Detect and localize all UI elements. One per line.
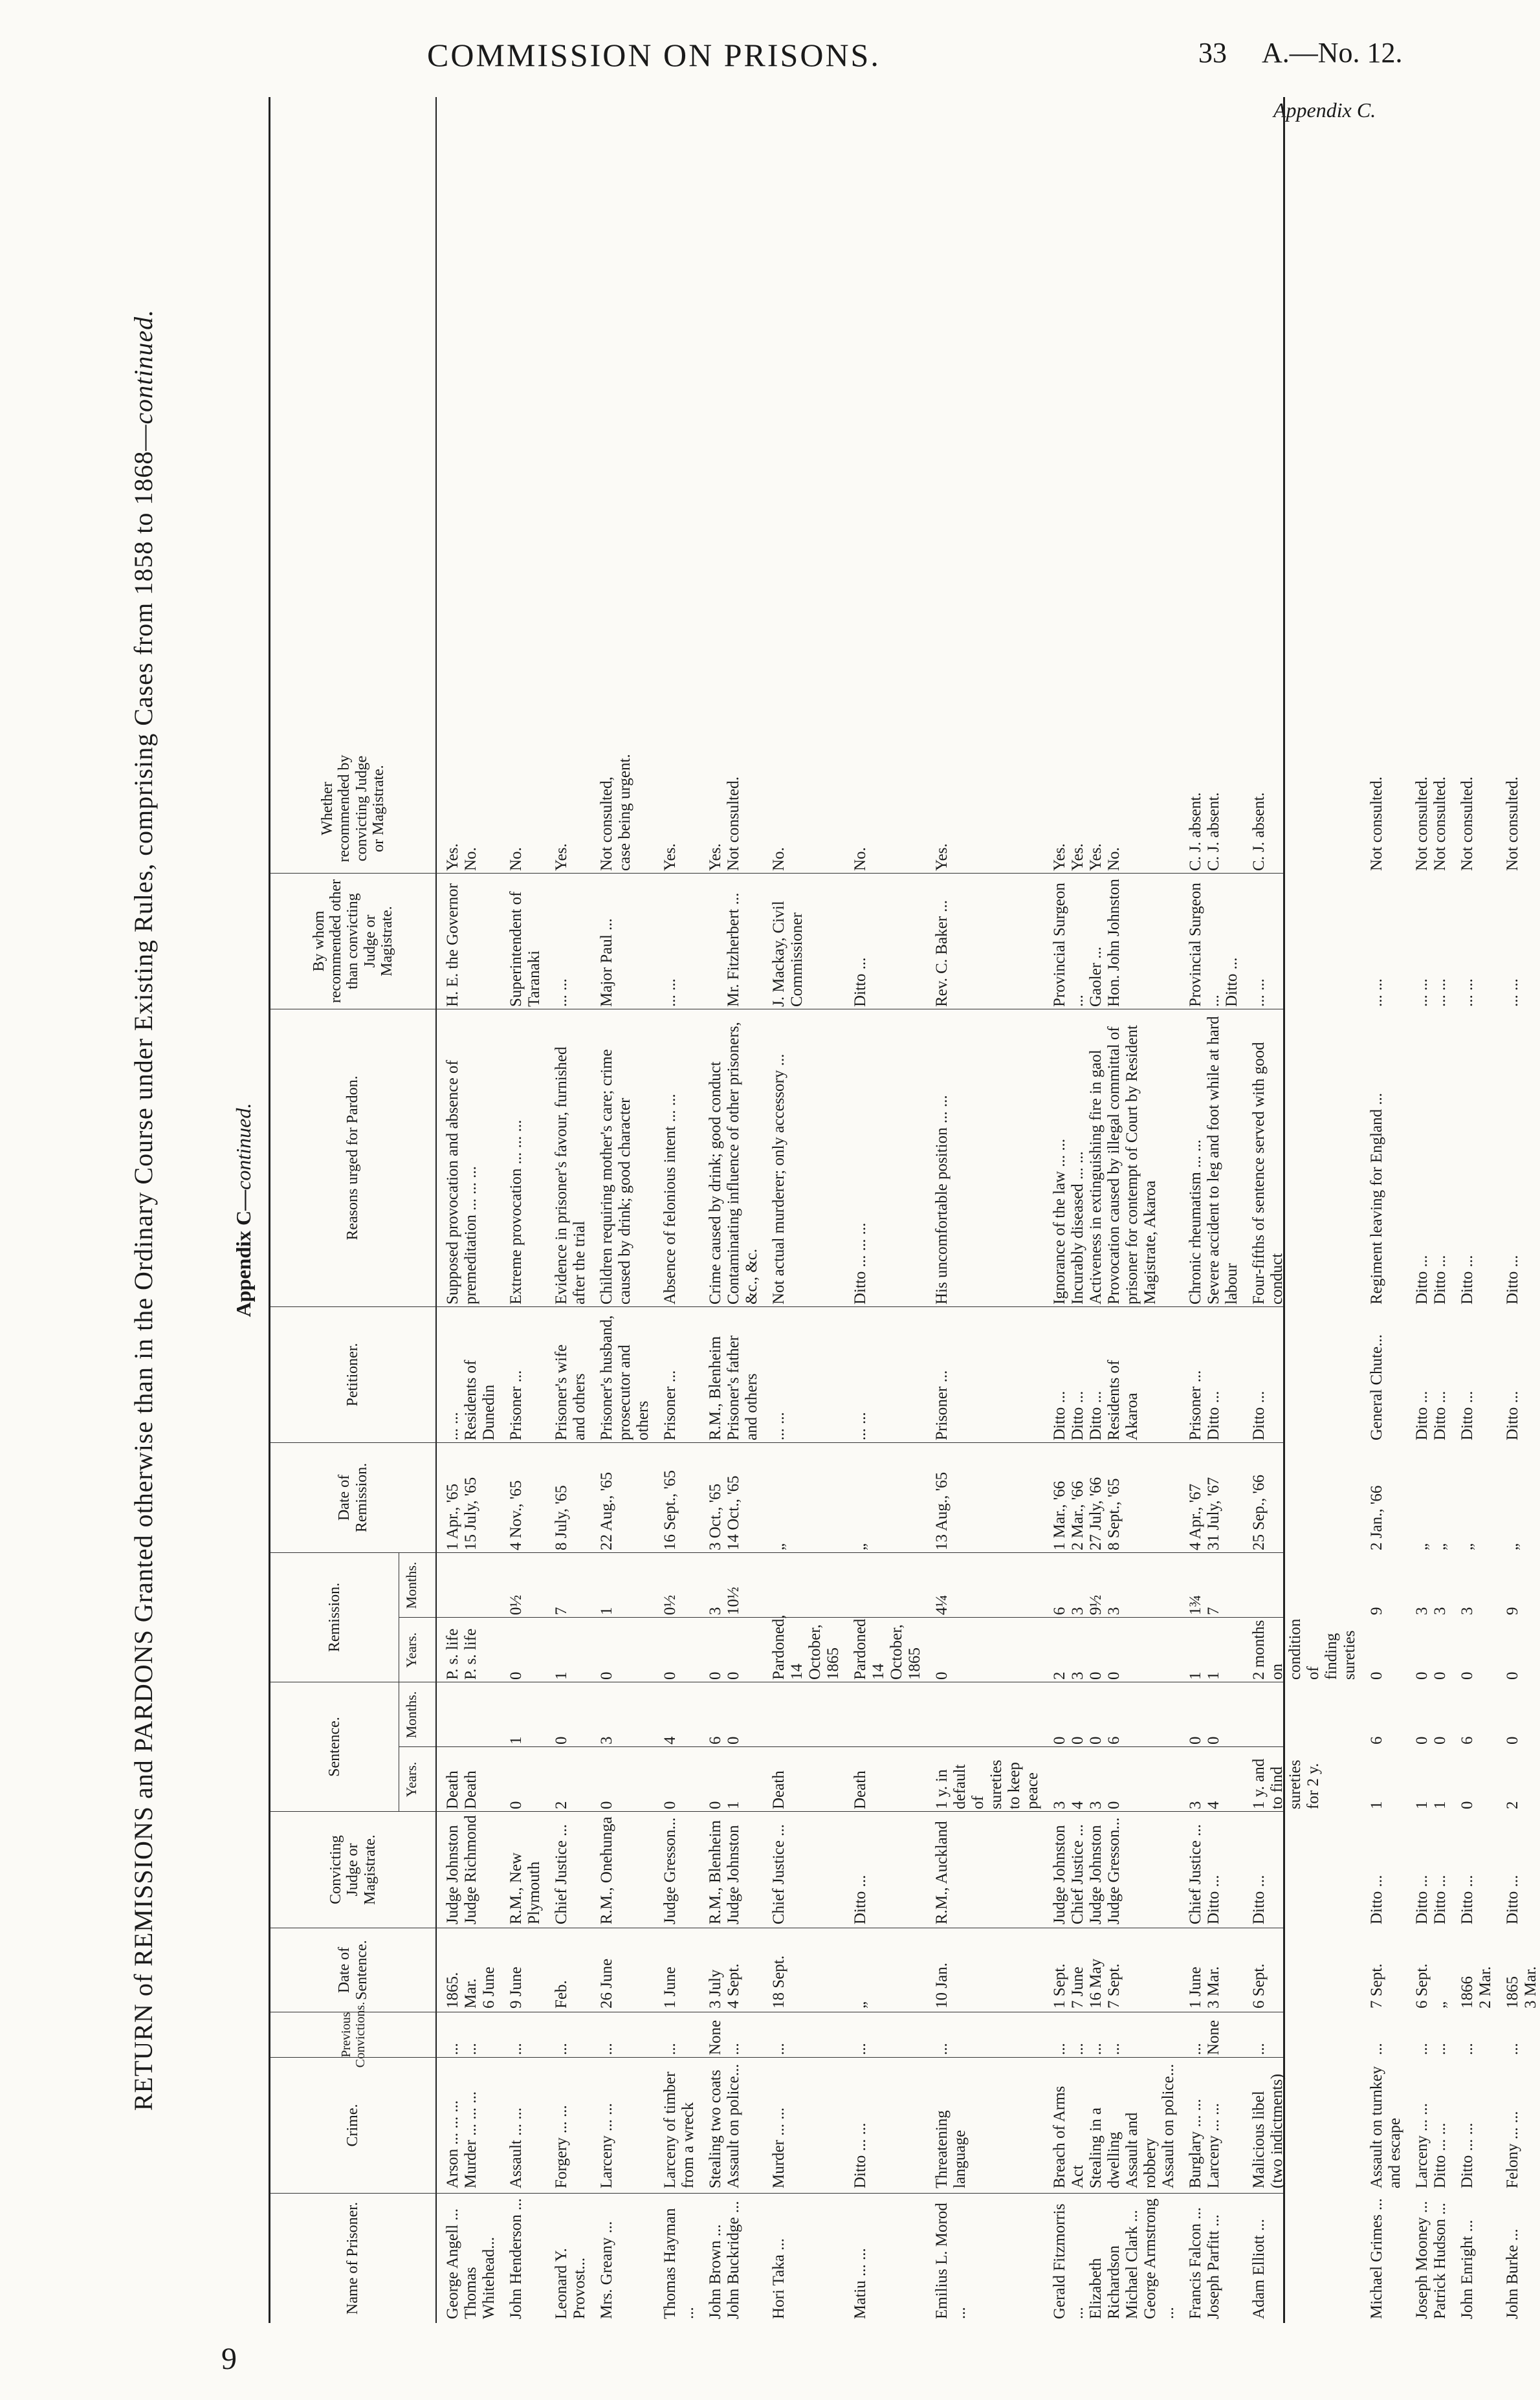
- cell-prev: ...: [852, 2043, 869, 2055]
- cell-crime: Arson ... ... ... Murder ... ... ...: [444, 2091, 479, 2188]
- cell-name: John Burke ...: [1504, 2229, 1521, 2319]
- cell-date: Feb.: [553, 1980, 570, 2009]
- cell-petitioner: Prisoner ... Ditto ...: [1187, 1370, 1222, 1440]
- cell-reasons: Regiment leaving for England ...: [1368, 1092, 1385, 1305]
- cell-prev: ...: [1250, 2043, 1268, 2055]
- col-header-whether: Whether recommended by convicting Judge or Magistrate.: [270, 744, 435, 874]
- cell-whether: Not consulted.: [1458, 776, 1476, 871]
- cell-judge: R.M., Auckland: [933, 1821, 951, 1924]
- cell-name: Leonard Y. Provost...: [553, 2248, 588, 2319]
- cell-prev: ... ... ... ...: [1051, 2043, 1123, 2055]
- cell-name: Michael Grimes ...: [1368, 2198, 1385, 2319]
- column-divider: [270, 2057, 1283, 2058]
- cell-sent-m: 4: [661, 1736, 679, 1745]
- cell-sent-m: 1: [507, 1736, 525, 1745]
- cell-judge: Chief Justice ...: [770, 1824, 787, 1924]
- cell-judge: Ditto ...: [852, 1875, 869, 1924]
- cell-date-rem: 25 Sep., '66: [1250, 1474, 1268, 1550]
- cell-by-whom: Superintendent of Taranaki: [507, 891, 543, 1007]
- cell-by-whom: ... ... ... ...: [1413, 978, 1449, 1007]
- cell-rem-y: 0: [661, 1671, 679, 1680]
- cell-whether: Not consulted. Not consulted.: [1413, 776, 1449, 871]
- cell-reasons: Ditto ...: [1458, 1255, 1476, 1305]
- cell-sent-y: 3 4 3 0: [1051, 1801, 1123, 1809]
- cell-whether: C. J. absent.: [1250, 792, 1268, 871]
- cell-petitioner: Prisoner's wife and others: [553, 1344, 588, 1440]
- cell-by-whom: Provincial Surgeon ... Gaoler ... Hon. John Johnston: [1051, 879, 1123, 1007]
- cell-judge: Ditto ...: [1250, 1875, 1268, 1924]
- cell-whether: No.: [852, 847, 869, 871]
- cell-judge: Ditto ...: [1368, 1875, 1385, 1924]
- cell-name: Francis Falcon ... Joseph Parfitt ...: [1187, 2207, 1222, 2319]
- cell-crime: Ditto ... ...: [1458, 2122, 1476, 2188]
- column-divider: [270, 1552, 1283, 1553]
- cell-judge: Judge Johnston Chief Justice ... Judge Johnston Judge Gresson...: [1051, 1817, 1123, 1924]
- cell-crime: Ditto ... ...: [852, 2122, 869, 2188]
- appendix-label: Appendix C.: [1273, 98, 1376, 122]
- cell-name: Joseph Mooney ... Patrick Hudson ...: [1413, 2201, 1449, 2319]
- cell-name: Mrs. Greany ...: [598, 2221, 615, 2319]
- cell-whether: Yes. No.: [444, 843, 479, 871]
- cell-date-rem: 13 Aug., '65: [933, 1471, 951, 1550]
- cell-petitioner: Prisoner ...: [933, 1370, 951, 1440]
- cell-sent-m: 0 0: [1413, 1736, 1449, 1745]
- cell-petitioner: Prisoner ...: [661, 1370, 679, 1440]
- running-title: COMMISSION ON PRISONS.: [427, 37, 881, 73]
- cell-crime: Burglary ... ... Larceny ... ...: [1187, 2098, 1222, 2188]
- cell-prev: ... None: [1187, 2020, 1222, 2055]
- col-header-date-sentence: Date of Sentence.: [270, 1928, 435, 2012]
- appendix-subtitle: Appendix C—continued.: [232, 1103, 255, 1317]
- col-header-by-whom: By whom recommended other than convicting Judge or Magistrate.: [270, 874, 435, 1009]
- cell-whether: C. J. absent. C. J. absent.: [1187, 792, 1222, 871]
- cell-reasons: Children requiring mother's care; crime caused by drink; good character: [598, 1049, 633, 1305]
- cell-prev: None ...: [707, 2020, 742, 2055]
- cell-reasons: Ditto ...: [1504, 1255, 1521, 1305]
- cell-date-rem: 2 Jan., '66: [1368, 1485, 1385, 1550]
- cell-date: 6 Sept.: [1250, 1963, 1268, 2009]
- cell-judge: Chief Justice ... Ditto ...: [1187, 1824, 1222, 1924]
- cell-reasons: Extreme provocation ... ... ...: [507, 1119, 525, 1305]
- cell-name: Hori Taka ...: [770, 2238, 787, 2319]
- cell-reasons: Ignorance of the law ... ... Incurably diseased ... ... Activeness in extinguishing fire in gaol Provocation caused by illegal committal of prisoner for contempt of Court by Resident Magistrate, Akaroa: [1051, 1025, 1159, 1305]
- cell-rem-m: 3: [1458, 1607, 1476, 1615]
- cell-judge: R.M., Blenheim Judge Johnston: [707, 1820, 742, 1924]
- cell-prev: ...: [661, 2043, 679, 2055]
- cell-rem-y: Pardoned 14 October, 1865: [852, 1618, 923, 1680]
- cell-whether: No.: [507, 847, 525, 871]
- cell-date-rem: 1 Mar., '66 2 Mar., '66 27 July, '66 8 Sept., '65: [1051, 1477, 1123, 1550]
- cell-sent-y: 3 4: [1187, 1801, 1222, 1809]
- cell-sent-y: 1: [1368, 1801, 1385, 1809]
- cell-prev: ...: [1368, 2043, 1385, 2055]
- cell-sent-m: 6: [1368, 1736, 1385, 1745]
- cell-by-whom: Ditto ...: [852, 957, 869, 1007]
- cell-petitioner: Prisoner's husband, prosecutor and others: [598, 1315, 652, 1440]
- cell-name: Matiu ... ...: [852, 2248, 869, 2319]
- cell-petitioner: ... ...: [770, 1412, 787, 1440]
- cell-sent-y: 2: [1504, 1801, 1521, 1809]
- subheader-remission-months: Months.: [403, 1561, 419, 1609]
- cell-rem-y: 0: [507, 1671, 525, 1680]
- cell-petitioner: Ditto ...: [1250, 1391, 1268, 1440]
- cell-date: 9 June: [507, 1966, 525, 2009]
- cell-reasons: Ditto ... ... ...: [852, 1222, 869, 1305]
- cell-name: Adam Elliott ...: [1250, 2219, 1268, 2319]
- cell-name: George Angell ... Thomas Whitehead...: [444, 2208, 498, 2319]
- col-header-name: Name of Prisoner.: [344, 2202, 362, 2315]
- cell-sent-m: 0 0: [1187, 1736, 1222, 1745]
- column-divider: [270, 2193, 1283, 2194]
- cell-by-whom: Major Paul ...: [598, 918, 615, 1007]
- cell-by-whom: ... ...: [1504, 978, 1521, 1007]
- cell-date: 1 June 3 Mar.: [1187, 1966, 1222, 2009]
- cell-sent-y: 0: [1458, 1801, 1476, 1809]
- cell-date: 1866 2 Mar.: [1458, 1966, 1494, 2009]
- cell-whether: Not consulted.: [1504, 776, 1521, 871]
- cell-sent-m: 0: [1504, 1736, 1521, 1745]
- cell-judge: Judge Gresson...: [661, 1817, 679, 1924]
- cell-date: „: [852, 2001, 869, 2009]
- rotated-table-block: [116, 97, 1539, 2323]
- cell-crime: Assault ... ...: [507, 2108, 525, 2188]
- cell-reasons: Not actual murderer; only accessory ...: [770, 1053, 787, 1305]
- cell-prev: ...: [933, 2043, 951, 2055]
- cell-by-whom: J. Mackay, Civil Commissioner: [770, 901, 806, 1007]
- cell-date: 10 Jan.: [933, 1963, 951, 2009]
- cell-judge: Ditto ...: [1504, 1875, 1521, 1924]
- cell-sent-y: 1 y. and to find sureties for 2 y.: [1250, 1758, 1322, 1809]
- cell-sent-m: 0 0 0 6: [1051, 1736, 1123, 1745]
- cell-rem-m: 9: [1504, 1607, 1521, 1615]
- cell-rem-y: 1: [553, 1671, 570, 1680]
- cell-sent-y: 2: [553, 1801, 570, 1809]
- cell-rem-y: 0 0: [707, 1671, 742, 1680]
- cell-petitioner: Ditto ... Ditto ... Ditto ... Residents of Akaroa: [1051, 1360, 1141, 1440]
- cell-prev: ...: [770, 2043, 787, 2055]
- cell-rem-y: 1 1: [1187, 1671, 1222, 1680]
- cell-crime: Murder ... ...: [770, 2108, 787, 2188]
- cell-by-whom: Provincial Surgeon ... Ditto ...: [1187, 883, 1240, 1007]
- cell-crime: Larceny ... ...: [598, 2103, 615, 2188]
- cell-date-rem: „: [770, 1543, 787, 1550]
- cell-date: 7 Sept.: [1368, 1963, 1385, 2009]
- cell-rem-m: 0½: [507, 1594, 525, 1615]
- cell-sent-y: 0: [507, 1801, 525, 1809]
- cell-date: 18 Sept.: [770, 1955, 787, 2009]
- cell-rem-m: 6 3 9½ 3: [1051, 1594, 1123, 1615]
- cell-rem-y: 2 3 0 0: [1051, 1671, 1123, 1680]
- cell-sent-y: 0 1: [707, 1801, 742, 1809]
- page-number: 33: [1198, 37, 1227, 69]
- cell-judge: R.M., New Plymouth: [507, 1852, 543, 1924]
- col-header-previous: Previous Convictions.: [270, 2012, 435, 2058]
- cell-petitioner: Ditto ...: [1458, 1391, 1476, 1440]
- cell-rem-m: 9: [1368, 1607, 1385, 1615]
- col-header-date-remission: Date of Remission.: [270, 1443, 435, 1553]
- cell-sent-y: 0: [661, 1801, 679, 1809]
- cell-rem-m: 3 10½: [707, 1587, 742, 1615]
- column-divider: [270, 873, 1283, 874]
- cell-date-rem: 22 Aug., '65: [598, 1471, 615, 1550]
- bottom-page-number: 9: [221, 2342, 237, 2376]
- cell-reasons: Supposed provocation and absence of premeditation ... ... ...: [444, 1060, 479, 1305]
- cell-name: Thomas Hayman ...: [661, 2208, 697, 2319]
- cell-by-whom: ... ...: [1368, 978, 1385, 1007]
- cell-rem-y: 2 months on condition of finding sureties: [1250, 1618, 1358, 1680]
- cell-date: 1865 3 Mar.: [1504, 1966, 1539, 2009]
- cell-date: 1 June: [661, 1966, 679, 2009]
- cell-date-rem: „: [852, 1543, 869, 1550]
- cell-name: Emilius L. Morod ...: [933, 2203, 969, 2319]
- cell-date-rem: „: [1458, 1543, 1476, 1550]
- cell-prev: ... ...: [444, 2043, 479, 2055]
- cell-prev: ...: [1504, 2043, 1521, 2055]
- cell-date-rem: „ „: [1413, 1543, 1449, 1550]
- cell-date-rem: 3 Oct., '65 14 Oct., '65: [707, 1475, 742, 1550]
- cell-rem-m: 1: [598, 1607, 615, 1615]
- cell-name: John Henderson ...: [507, 2198, 525, 2319]
- column-divider: [270, 1306, 1283, 1307]
- cell-crime: Threatening language: [933, 2110, 969, 2188]
- cell-reasons: Four-fifths of sentence served with good conduct: [1250, 1042, 1286, 1305]
- cell-prev: ...: [598, 2043, 615, 2055]
- cell-rem-y: 0: [1368, 1671, 1385, 1680]
- table-title: RETURN of REMISSIONS and PARDONS Granted otherwise than in the Ordinary Course under Existing Rules, comprising Cases from 1858 to 1868—continued.: [129, 309, 158, 2111]
- cell-date: 26 June: [598, 1958, 615, 2009]
- cell-sent-y: Death Death: [444, 1770, 479, 1809]
- cell-reasons: Crime caused by drink; good conduct Contaminating influence of other prisoners, &c., &c.: [707, 1022, 760, 1305]
- cell-by-whom: ... ...: [1458, 978, 1476, 1007]
- cell-rem-m: 7: [553, 1607, 570, 1615]
- column-divider: [270, 1811, 1283, 1812]
- col-header-reasons: Reasons urged for Pardon.: [270, 1009, 435, 1307]
- col-header-crime: Crime.: [270, 2058, 435, 2194]
- cell-judge: R.M., Onehunga: [598, 1816, 615, 1924]
- cell-rem-y: 0: [1458, 1671, 1476, 1680]
- cell-by-whom: ... ...: [553, 978, 570, 1007]
- subheader-sentence-years: Years.: [403, 1761, 419, 1798]
- cell-sent-y: 0: [598, 1801, 615, 1809]
- cell-prev: ...: [1458, 2043, 1476, 2055]
- cell-petitioner: R.M., Blenheim Prisoner's father and others: [707, 1335, 760, 1440]
- cell-whether: Not consulted.: [1368, 776, 1385, 871]
- cell-rem-y: P. s. life P. s. life: [444, 1628, 479, 1680]
- cell-date: 1865. Mar. 6 June: [444, 1966, 498, 2009]
- cell-crime: Larceny of timber from a wreck: [661, 2071, 697, 2188]
- cell-by-whom: Rev. C. Baker ...: [933, 899, 951, 1007]
- cell-reasons: His uncomfortable position ... ...: [933, 1095, 951, 1305]
- col-header-sentence: Sentence.: [270, 1682, 399, 1812]
- column-divider: [270, 1442, 1283, 1443]
- cell-judge: Ditto ...: [1458, 1875, 1476, 1924]
- col-header-judge: Convicting Judge or Magistrate.: [270, 1812, 435, 1928]
- cell-crime: Breach of Arms Act Stealing in a dwelling Assault and robbery Assault on police...: [1051, 2064, 1177, 2188]
- cell-rem-y: 0 0: [1413, 1671, 1449, 1680]
- cell-by-whom: H. E. the Governor: [444, 883, 461, 1007]
- cell-date: 3 July 4 Sept.: [707, 1963, 742, 2009]
- cell-whether: Yes. Yes. Yes. No.: [1051, 843, 1123, 871]
- cell-crime: Stealing two coats Assault on police...: [707, 2064, 742, 2188]
- cell-petitioner: ... ... Residents of Dunedin: [444, 1360, 498, 1440]
- cell-rem-y: 0: [933, 1671, 951, 1680]
- cell-date-rem: 4 Nov., '65: [507, 1480, 525, 1550]
- cell-prev: ...: [507, 2043, 525, 2055]
- cell-prev: ... ...: [1413, 2043, 1449, 2055]
- cell-reasons: Chronic rheumatism ... ... Severe accident to leg and foot while at hard labour: [1187, 1016, 1240, 1305]
- cell-judge: Judge Johnston Judge Richmond: [444, 1815, 479, 1924]
- cell-name: Gerald Fitzmorris ... Elizabeth Richardson Michael Clark ... George Armstrong ...: [1051, 2198, 1177, 2319]
- subheader-sentence-months: Months.: [403, 1691, 419, 1739]
- cell-judge: Chief Justice ...: [553, 1824, 570, 1924]
- cell-reasons: Absence of felonious intent ... ...: [661, 1094, 679, 1305]
- cell-crime: Felony ... ...: [1504, 2111, 1521, 2188]
- cell-rem-y: 0: [598, 1671, 615, 1680]
- cell-date-rem: „: [1504, 1543, 1521, 1550]
- cell-rem-m: 3 3: [1413, 1607, 1449, 1615]
- cell-rem-y: Pardoned, 14 October, 1865: [770, 1614, 842, 1680]
- cell-whether: Yes.: [933, 843, 951, 871]
- cell-date: 6 Sept. „: [1413, 1963, 1449, 2009]
- cell-prev: ...: [553, 2043, 570, 2055]
- sentence-subcol-divider: [399, 1746, 1283, 1747]
- cell-sent-y: 1 1: [1413, 1801, 1449, 1809]
- cell-sent-y: Death: [770, 1770, 787, 1809]
- cell-rem-y: 0: [1504, 1671, 1521, 1680]
- col-header-petitioner: Petitioner.: [270, 1307, 435, 1443]
- col-header-remission: Remission.: [270, 1553, 399, 1682]
- header-rule: [435, 97, 437, 2323]
- cell-reasons: Evidence in prisoner's favour, furnished after the trial: [553, 1046, 588, 1305]
- cell-petitioner: Ditto ... Ditto ...: [1413, 1391, 1449, 1440]
- cell-sent-m: 6 0: [707, 1736, 742, 1745]
- cell-date-rem: 8 July, '65: [553, 1485, 570, 1550]
- cell-date-rem: 16 Sept., '65: [661, 1470, 679, 1550]
- cell-whether: Yes.: [661, 843, 679, 871]
- cell-name: John Enright ...: [1458, 2219, 1476, 2319]
- cell-whether: No.: [770, 847, 787, 871]
- cell-name: John Brown ... John Buckridge ...: [707, 2201, 742, 2319]
- cell-crime: Assault on turnkey and escape: [1368, 2066, 1403, 2188]
- cell-date: 1 Sept. 7 June 16 May 7 Sept.: [1051, 1958, 1123, 2009]
- cell-crime: Larceny ... ... Ditto ... ...: [1413, 2103, 1449, 2188]
- cell-sent-y: 1 y. in default of sureties to keep peace: [933, 1759, 1041, 1809]
- cell-sent-m: 3: [598, 1736, 615, 1745]
- cell-whether: Yes. Not consulted.: [707, 776, 742, 871]
- cell-crime: Malicious libel (two indictments): [1250, 2073, 1286, 2188]
- cell-whether: Not consulted, case being urgent.: [598, 754, 633, 871]
- cell-sent-m: 6: [1458, 1736, 1476, 1745]
- cell-rem-m: 4¼: [933, 1594, 951, 1615]
- document-reference: A.—No. 12.: [1262, 37, 1403, 69]
- cell-whether: Yes.: [553, 843, 570, 871]
- cell-sent-m: 0: [553, 1736, 570, 1745]
- cell-rem-m: 1¾ 7: [1187, 1594, 1222, 1615]
- cell-judge: Ditto ... Ditto ...: [1413, 1875, 1449, 1924]
- cell-by-whom: ... ...: [1250, 978, 1268, 1007]
- cell-by-whom: Mr. Fitzherbert ...: [725, 892, 742, 1007]
- cell-date-rem: 1 Apr., '65 15 July, '65: [444, 1477, 479, 1550]
- cell-rem-m: 0½: [661, 1594, 679, 1615]
- cell-crime: Forgery ... ...: [553, 2105, 570, 2188]
- cell-petitioner: Ditto ...: [1504, 1391, 1521, 1440]
- running-header: [0, 36, 1506, 75]
- cell-reasons: Ditto ... Ditto ...: [1413, 1255, 1449, 1305]
- cell-petitioner: ... ...: [852, 1412, 869, 1440]
- cell-date-rem: 4 Apr., '67 31 July, '67: [1187, 1477, 1222, 1550]
- cell-petitioner: General Chute...: [1368, 1334, 1385, 1440]
- cell-sent-y: Death: [852, 1770, 869, 1809]
- cell-petitioner: Prisoner ...: [507, 1370, 525, 1440]
- subheader-remission-years: Years.: [403, 1632, 419, 1668]
- cell-by-whom: ... ...: [661, 978, 679, 1007]
